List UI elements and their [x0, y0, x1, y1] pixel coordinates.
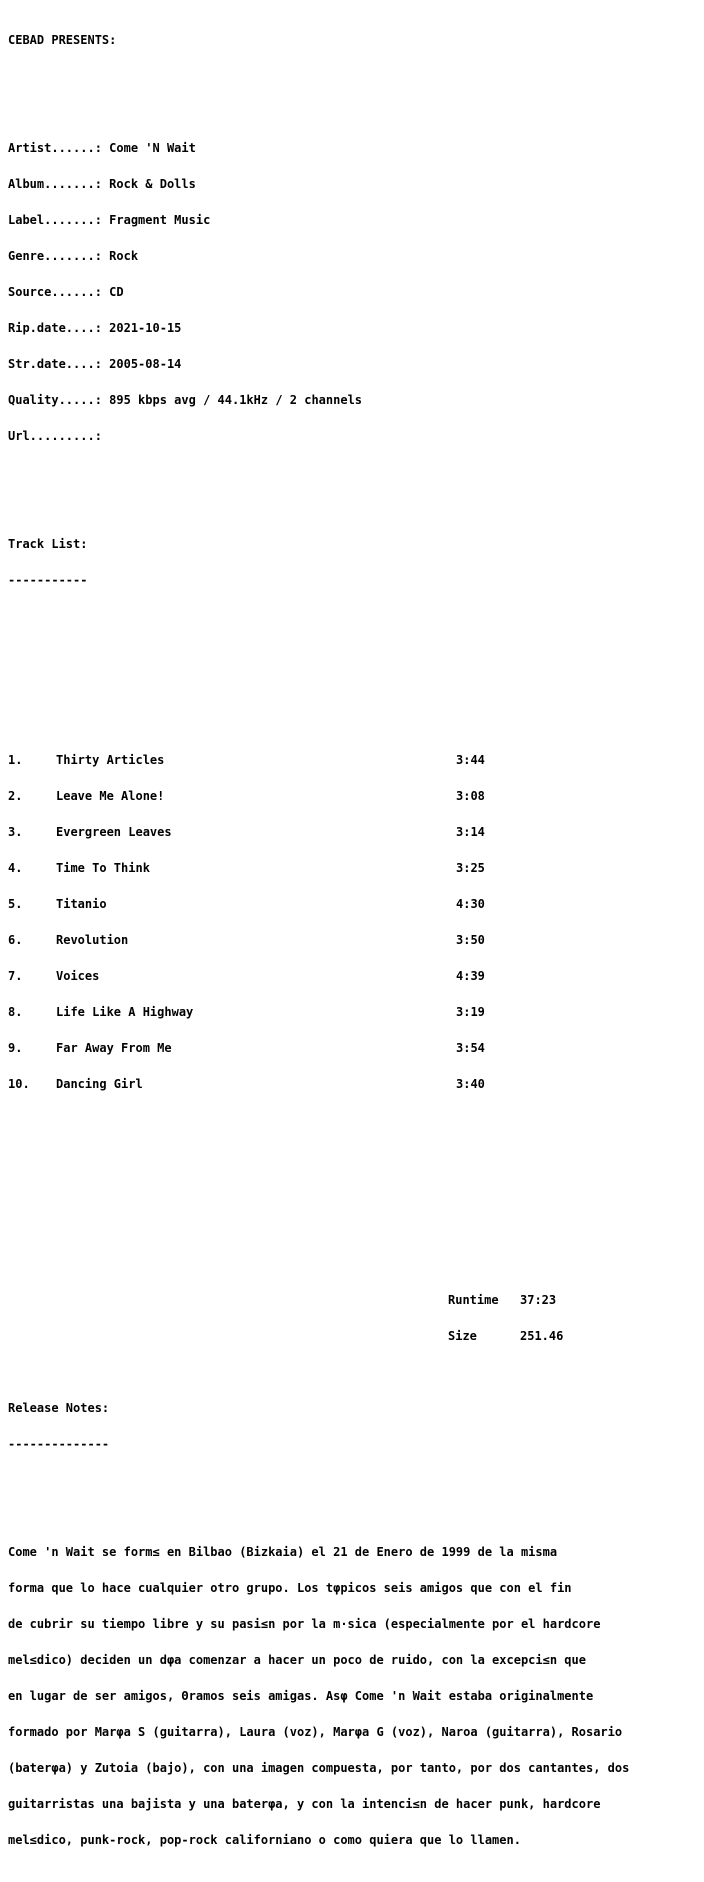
track-row — [8, 1042, 698, 1054]
track-title: Evergreen Leaves — [56, 825, 172, 839]
track-time: 3:54 — [456, 1041, 485, 1055]
release-notes — [8, 1522, 698, 1870]
size-row — [8, 1330, 698, 1342]
info-label: Str.date....: — [8, 357, 102, 371]
runtime-row — [8, 1294, 698, 1306]
info-value: 2021-10-15 — [109, 321, 182, 335]
tracklist-heading: Track List: — [8, 537, 88, 551]
info-row-url — [8, 430, 698, 442]
info-row-album — [8, 178, 698, 190]
header: CEBAD PRESENTS: — [8, 33, 117, 47]
info-row-source — [8, 286, 698, 298]
track-number: 9. — [8, 1041, 23, 1055]
info-label: Album.......: — [8, 177, 102, 191]
track-number: 8. — [8, 1005, 23, 1019]
size-value: 251.46 — [520, 1329, 564, 1343]
info-label: Artist......: — [8, 141, 102, 155]
track-title: Time To Think — [56, 861, 150, 875]
notes-heading: Release Notes: — [8, 1401, 110, 1415]
track-title: Leave Me Alone! — [56, 789, 165, 803]
info-value: 895 kbps avg / 44.1kHz / 2 channels — [109, 393, 363, 407]
info-row-quality — [8, 394, 698, 406]
track-title: Voices — [56, 969, 100, 983]
info-label: Url.........: — [8, 429, 102, 443]
info-value: Come 'N Wait — [109, 141, 196, 155]
track-number: 10. — [8, 1077, 30, 1091]
track-row — [8, 898, 698, 910]
track-row — [8, 790, 698, 802]
info-label: Source......: — [8, 285, 102, 299]
info-row-genre — [8, 250, 698, 262]
notes-line: mel≤dico) deciden un dφa comenzar a hacer un poco de ruido, con la excepci≤n que — [8, 1653, 586, 1667]
track-title: Revolution — [56, 933, 129, 947]
info-label: Quality.....: — [8, 393, 102, 407]
notes-line: en lugar de ser amigos, Θramos seis amigas. Asφ Come 'n Wait estaba originalmente — [8, 1689, 594, 1703]
track-time: 4:39 — [456, 969, 485, 983]
track-row — [8, 934, 698, 946]
info-value: 2005-08-14 — [109, 357, 182, 371]
track-time: 3:19 — [456, 1005, 485, 1019]
info-block — [8, 118, 698, 466]
info-row-label — [8, 214, 698, 226]
track-number: 6. — [8, 933, 23, 947]
track-row — [8, 862, 698, 874]
track-time: 3:40 — [456, 1077, 485, 1091]
track-number: 1. — [8, 753, 23, 767]
notes-line: de cubrir su tiempo libre y su pasi≤n por la m·sica (especialmente por el hardcore — [8, 1617, 601, 1631]
track-time: 4:30 — [456, 897, 485, 911]
info-value: Rock — [109, 249, 139, 263]
track-number: 5. — [8, 897, 23, 911]
info-row-rip-date — [8, 322, 698, 334]
info-row-artist — [8, 142, 698, 154]
track-time: 3:50 — [456, 933, 485, 947]
track-row — [8, 1006, 698, 1018]
track-time: 3:44 — [456, 753, 485, 767]
track-time: 3:14 — [456, 825, 485, 839]
track-list — [8, 730, 698, 1114]
track-row — [8, 1078, 698, 1090]
notes-line: guitarristas una bajista y una baterφa, y con la intenci≤n de hacer punk, hardcore — [8, 1797, 601, 1811]
track-row — [8, 754, 698, 766]
size-label: Size — [448, 1329, 477, 1343]
info-value: CD — [109, 285, 124, 299]
track-title: Dancing Girl — [56, 1077, 143, 1091]
info-value: Fragment Music — [109, 213, 211, 227]
track-title: Titanio — [56, 897, 107, 911]
track-row — [8, 970, 698, 982]
summary-block — [8, 1270, 698, 1366]
runtime-label: Runtime — [448, 1293, 499, 1307]
track-number: 3. — [8, 825, 23, 839]
track-title: Life Like A Highway — [56, 1005, 194, 1019]
notes-line: forma que lo hace cualquier otro grupo. Los tφpicos seis amigos que con el fin — [8, 1581, 572, 1595]
runtime-value: 37:23 — [520, 1293, 557, 1307]
track-time: 3:08 — [456, 789, 485, 803]
track-title: Thirty Articles — [56, 753, 165, 767]
track-number: 4. — [8, 861, 23, 875]
track-row — [8, 826, 698, 838]
notes-line: formado por Marφa S (guitarra), Laura (voz), Marφa G (voz), Naroa (guitarra), Rosario — [8, 1725, 623, 1739]
track-title: Far Away From Me — [56, 1041, 172, 1055]
track-number: 7. — [8, 969, 23, 983]
nfo-document — [8, 10, 698, 1882]
notes-rule: -------------- — [8, 1437, 110, 1451]
info-label: Rip.date....: — [8, 321, 102, 335]
tracklist-rule: ----------- — [8, 573, 88, 587]
info-value: Rock & Dolls — [109, 177, 196, 191]
info-row-str-date — [8, 358, 698, 370]
info-label: Genre.......: — [8, 249, 102, 263]
notes-line: Come 'n Wait se form≤ en Bilbao (Bizkaia) el 21 de Enero de 1999 de la misma — [8, 1545, 558, 1559]
track-time: 3:25 — [456, 861, 485, 875]
info-label: Label.......: — [8, 213, 102, 227]
notes-line: (baterφa) y Zutoia (bajo), con una imagen compuesta, por tanto, por dos cantantes, dos — [8, 1761, 630, 1775]
track-number: 2. — [8, 789, 23, 803]
notes-line: mel≤dico, punk-rock, pop-rock californiano o como quiera que lo llamen. — [8, 1833, 521, 1847]
